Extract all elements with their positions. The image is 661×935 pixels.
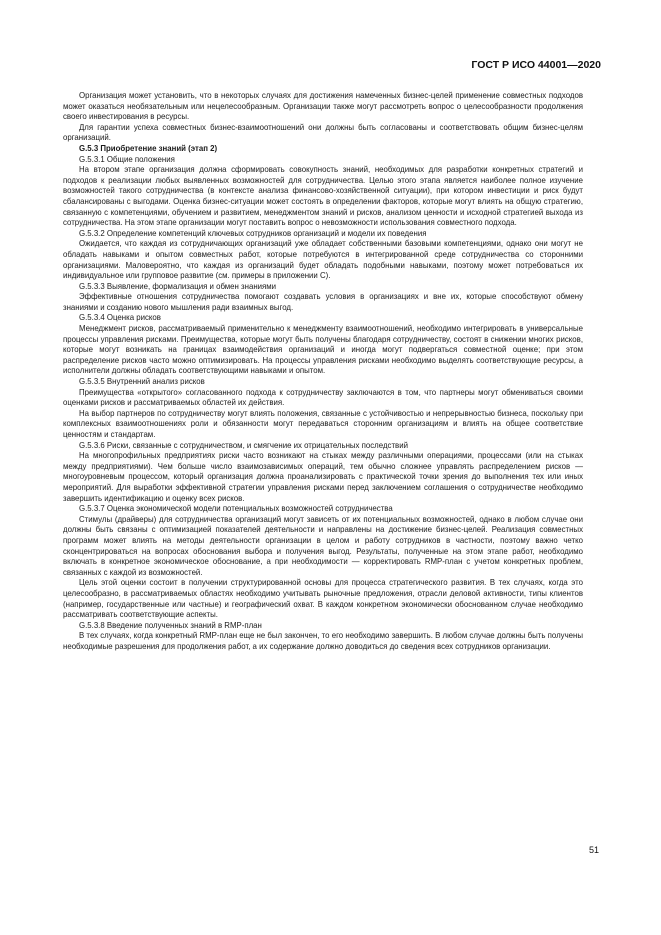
paragraph: Организация может установить, что в некоторых случаях для достижения намеченных бизнес-целей применение совместных подходов может оказаться необязательным или нецелесообразным. Организации также могут рассмотреть вопрос о целесообразности продолжения своего инвестирования в ресурсы. (63, 91, 583, 122)
paragraph: Для гарантии успеха совместных бизнес-взаимоотношений они должны быть согласованы и соответствовать общим бизнес-целям организаций. (63, 122, 583, 143)
subsection-heading: G.5.3.2 Определение компетенций ключевых сотрудников организаций и модели их поведения (79, 228, 427, 238)
paragraph: На многопрофильных предприятиях риски часто возникают на стыках между различными операциями, процессами (или на стыках между предприятиями). Чем больше число взаимозависимых операций, тем обычно сложнее управлять распределением рисков — многоуровневым процессом, который организация должна проанализировать с практической точки зрения до выполнения тех или иных мероприятий. Для выработки эффективной стратегии управления рисками перед заключением соглашения о сотрудничестве необходимо завершить идентификацию и оценку всех рисков. (63, 451, 583, 503)
paragraph: Стимулы (драйверы) для сотрудничества организаций могут зависеть от их потенциальных возможностей, однако в любом случае они должны быть связаны с оптимизацией показателей деятельности и направлены на достижение бизнес-целей. Реализация совместных программ может влиять на методы деятельности организации в целом и работу сотрудников в частности, поэтому важно четко сконцентрироваться на вопросах обоснования выбора и получения выгод. Результаты, полученные на этом этапе работ, необходимо включать в конкретное экономическое обоснование, а при необходимости — корректировать RMP-план с учетом конкретных проблем, связанных с каждой из возможностей. (63, 514, 583, 577)
subsection-heading: G.5.3.4 Оценка рисков (79, 313, 161, 323)
paragraph: Менеджмент рисков, рассматриваемый применительно к менеджменту взаимоотношений, необходимо интегрировать в универсальные процессы управления рисками. Преимущества, которые могут быть получены благодаря сотрудничеству, состоят в снижении многих рисков, которые могут возникать на границах взаимодействия организаций и иногда могут подвергаться совместной оценке; при этом распределение рисков часто можно оптимизировать. На процессы управления рисками необходимо выделять соответствующие ресурсы, а исполнители должны обладать соответствующими навыками и опытом. (63, 324, 583, 376)
subsection-heading: G.5.3.5 Внутренний анализ рисков (79, 377, 205, 387)
paragraph: Преимущества «открытого» согласованного подхода к сотрудничеству заключаются в том, что партнеры могут обмениваться своими оценками рисков и рассматриваемых областей их действия. (63, 387, 583, 408)
paragraph: В тех случаях, когда конкретный RMP-план еще не был закончен, то его необходимо завершить. В любом случае должны быть получены необходимые разрешения для продолжения работ, а их содержание должно доводиться до сведения всех сотрудников организации. (63, 631, 583, 651)
paragraph: Ожидается, что каждая из сотрудничающих организаций уже обладает собственными базовыми компетенциями, однако они могут не обладать навыками и опытом совместных работ, которые потребуются в интегрированной среде сотрудничества со сторонними организациями. Маловероятно, что каждая из организаций будет обладать подобными навыками, поэтому может потребоваться их индивидуальное или групповое развитие (см. примеры в приложении С). (63, 239, 583, 281)
document-header: ГОСТ Р ИСО 44001—2020 (471, 59, 601, 71)
subsection-heading: G.5.3.8 Введение полученных знаний в RMP-план (79, 620, 262, 630)
paragraph: На втором этапе организация должна сформировать совокупность знаний, необходимых для разработки конкретных стратегий и подходов к реализации любых выявленных возможностей для сотрудничества. Целью этого этапа является наиболее полное изучение возможностей такого сотрудничества (в контексте анализа финансово-хозяйственной ситуации), при котором инвестиции и риск будут сбалансированы с выгодами. Оценка бизнес-ситуации может состоять в определении факторов, которые могут влиять на общую стратегию, связанную с компетенциями, обучением и развитием, менеджментом знаний и рисков, анализом ценности и исходной стратегией выхода из сотрудничества. На этом этапе организации могут поставить вопрос о невозможности использования совместного подхода. (63, 165, 583, 228)
subsection-heading: G.5.3.1 Общие положения (79, 154, 175, 164)
section-heading: G.5.3 Приобретение знаний (этап 2) (79, 143, 218, 153)
subsection-heading: G.5.3.3 Выявление, формализация и обмен знаниями (79, 281, 277, 291)
subsection-heading: G.5.3.6 Риски, связанные с сотрудничеством, и смягчение их отрицательных последствий (79, 440, 408, 450)
paragraph: Цель этой оценки состоит в получении структурированной основы для процесса стратегического развития. В тех случаях, когда это целесообразно, в рассматриваемых областях необходимо учитывать рыночные предложения, отрасли деловой активности, типы клиентов (например, государственные или частные) и географический охват. В каждом конкретном экономически обоснованном случае необходимо рассматривать соответствующие аспекты. (63, 578, 583, 620)
page-number: 51 (588, 845, 599, 855)
paragraph: На выбор партнеров по сотрудничеству могут влиять положения, связанные с устойчивостью и непрерывностью бизнеса, поскольку при комплексных взаимоотношениях роли и обязанности могут передаваться сторонним организациям и влиять на общее соответствие ценностям и стандартам. (63, 408, 583, 439)
subsection-heading: G.5.3.7 Оценка экономической модели потенциальных возможностей сотрудничества (79, 504, 393, 514)
paragraph: Эффективные отношения сотрудничества помогают создавать условия в организациях и вне их, которые способствуют обмену знаниями и созданию нового мышления ради взаимных выгод. (63, 292, 583, 312)
document-body (63, 91, 583, 652)
